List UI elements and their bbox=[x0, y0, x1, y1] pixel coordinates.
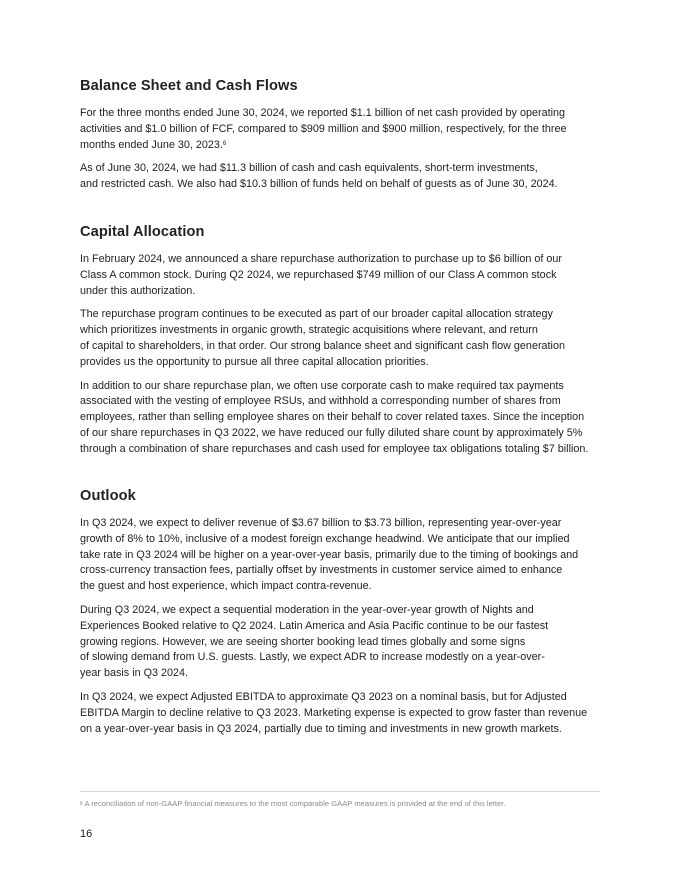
paragraph: For the three months ended June 30, 2024, we reported $1.1 billion of net cash provided by operating activities and $1.0 billion of FCF, compared to $909 million and $900 million, respectively, for the three months ended June 30, 2023.$^6$ bbox=[80, 107, 567, 151]
paragraph: In addition to our share repurchase plan, we often use corporate cash to make required tax payments associated with the vesting of employee RSUs, and withhold a corresponding number of shares from employees, rather than selling employee shares on their behalf to cover related taxes. Since the inception of our share repurchases in Q3 2022, we have reduced our fully diluted share count by approximately 5% through a combination of share repurchases and cash used for employee tax obligations totaling $7 billion. bbox=[80, 379, 589, 455]
section-capital-allocation bbox=[80, 223, 602, 458]
section-title: Capital Allocation bbox=[80, 224, 205, 240]
section-title: Balance Sheet and Cash Flows bbox=[80, 78, 298, 94]
footnote-divider bbox=[80, 791, 600, 792]
footnote-reference: 6 bbox=[222, 140, 227, 147]
paragraph: The repurchase program continues to be executed as part of our broader capital allocation strategy which prioritizes investments in organic growth, strategic acquisitions where relevant, and return of capital to shareholders, in that order. Our strong balance sheet and significant cash flow generation provides us the opportunity to pursue all three capital allocation priorities. bbox=[80, 308, 565, 368]
paragraph: In Q3 2024, we expect to deliver revenue of $3.67 billion to $3.73 billion, representing year-over-year growth of 8% to 10%, inclusive of a modest foreign exchange headwind. We anticipate that our implied take rate in Q3 2024 will be higher on a year-over-year basis, primarily due to the timing of bookings and cross-currency transaction fees, partially offset by investments in customer service aimed to enhance the guest and host experience, which impact contra-revenue. bbox=[80, 517, 579, 593]
page-number: 16 bbox=[80, 828, 93, 840]
paragraph: As of June 30, 2024, we had $11.3 billion of cash and cash equivalents, short-term investments, and restricted cash. We also had $10.3 billion of funds held on behalf of guests as of June 30, 2024. bbox=[80, 162, 558, 191]
footnote-text: A reconciliation of non-GAAP financial measures to the most comparable GAAP measures is provided at the end of this letter. bbox=[84, 799, 506, 808]
section-outlook bbox=[80, 487, 602, 737]
section-balance-sheet bbox=[80, 77, 602, 193]
paragraph: In February 2024, we announced a share repurchase authorization to purchase up to $6 billion of our Class A common stock. During Q2 2024, we repurchased $749 million of our Class A common stock under this authorization. bbox=[80, 253, 562, 297]
section-title: Outlook bbox=[80, 488, 136, 504]
footnote bbox=[80, 799, 600, 809]
footnote-number: 6 bbox=[80, 801, 83, 807]
paragraph: In Q3 2024, we expect Adjusted EBITDA to approximate Q3 2023 on a nominal basis, but for Adjusted EBITDA Margin to decline relative to Q3 2023. Marketing expense is expected to grow faster than revenue on a year-over-year basis in Q3 2024, partially due to timing and investments in new growth markets. bbox=[80, 690, 588, 735]
paragraph: During Q3 2024, we expect a sequential moderation in the year-over-year growth of Nights and Experiences Booked relative to Q2 2024. Latin America and Asia Pacific continue to be our fastest growing regions. However, we are seeing shorter booking lead times globally and some signs of slowing demand from U.S. guests. Lastly, we expect ADR to increase modestly on a year-over- year basis in Q3 2024. bbox=[80, 603, 549, 680]
